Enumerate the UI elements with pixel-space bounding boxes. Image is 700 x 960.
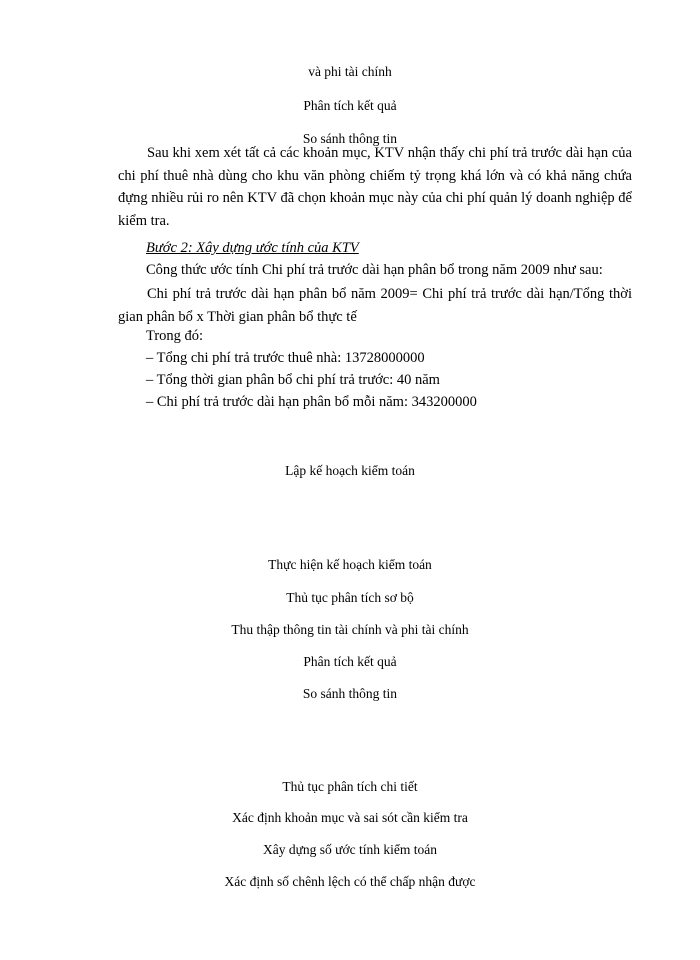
diagram-collect-info: Thu thập thông tin tài chính và phi tài chính — [231, 622, 469, 637]
formula-text: Chi phí trả trước dài hạn phân bổ năm 2009= Chi phí trả trước dài hạn/Tổng thời gian phân bổ x Thời gian phân bổ thực tế — [118, 286, 632, 325]
bullet-total-cost: – Tổng chi phí trả trước thuê nhà: 13728000000 — [146, 350, 425, 366]
top-diagram-line-1: và phi tài chính — [308, 64, 392, 79]
top-diagram-line-2: Phân tích kết quả — [303, 98, 397, 113]
diagram-execution-title: Thực hiện kế hoạch kiểm toán — [268, 557, 432, 572]
diagram-identify-items: Xác định khoản mục và sai sót cần kiểm tra — [232, 810, 468, 825]
diagram-compare-info: So sánh thông tin — [302, 686, 398, 701]
top-diagram-line-3: So sánh thông tin — [302, 131, 398, 146]
diagram-analyze-results: Phân tích kết quả — [303, 654, 397, 669]
diagram-preliminary-analysis: Thủ tục phân tích sơ bộ — [286, 590, 414, 605]
formula-intro: Công thức ước tính Chi phí trả trước dài hạn phân bổ trong năm 2009 như sau: — [146, 262, 603, 278]
diagram-build-estimate: Xây dựng số ước tính kiểm toán — [263, 842, 437, 857]
diagram-acceptable-difference: Xác định số chênh lệch có thể chấp nhận được — [224, 874, 476, 889]
where-label: Trong đó: — [146, 328, 204, 344]
diagram-detail-title: Thủ tục phân tích chi tiết — [282, 779, 418, 794]
bullet-total-time: – Tổng thời gian phân bổ chi phí trả trước: 40 năm — [146, 372, 440, 388]
paragraph-ktv-selection: Sau khi xem xét tất cả các khoản mục, KTV nhận thấy chi phí trả trước dài hạn của chi phí thuê nhà dùng cho khu văn phòng chiếm tỷ trọng khá lớn và có khả năng chứa đựng nhiều rủi ro nên KTV đã chọn khoản mục này của chi phí quản lý doanh nghiệp để kiểm tra. — [118, 145, 632, 229]
diagram-planning: Lập kế hoạch kiểm toán — [285, 463, 415, 478]
bullet-yearly-cost: – Chi phí trả trước dài hạn phân bổ mỗi năm: 343200000 — [146, 394, 477, 410]
step2-heading: Bước 2: Xây dựng ước tính của KTV — [146, 240, 359, 256]
